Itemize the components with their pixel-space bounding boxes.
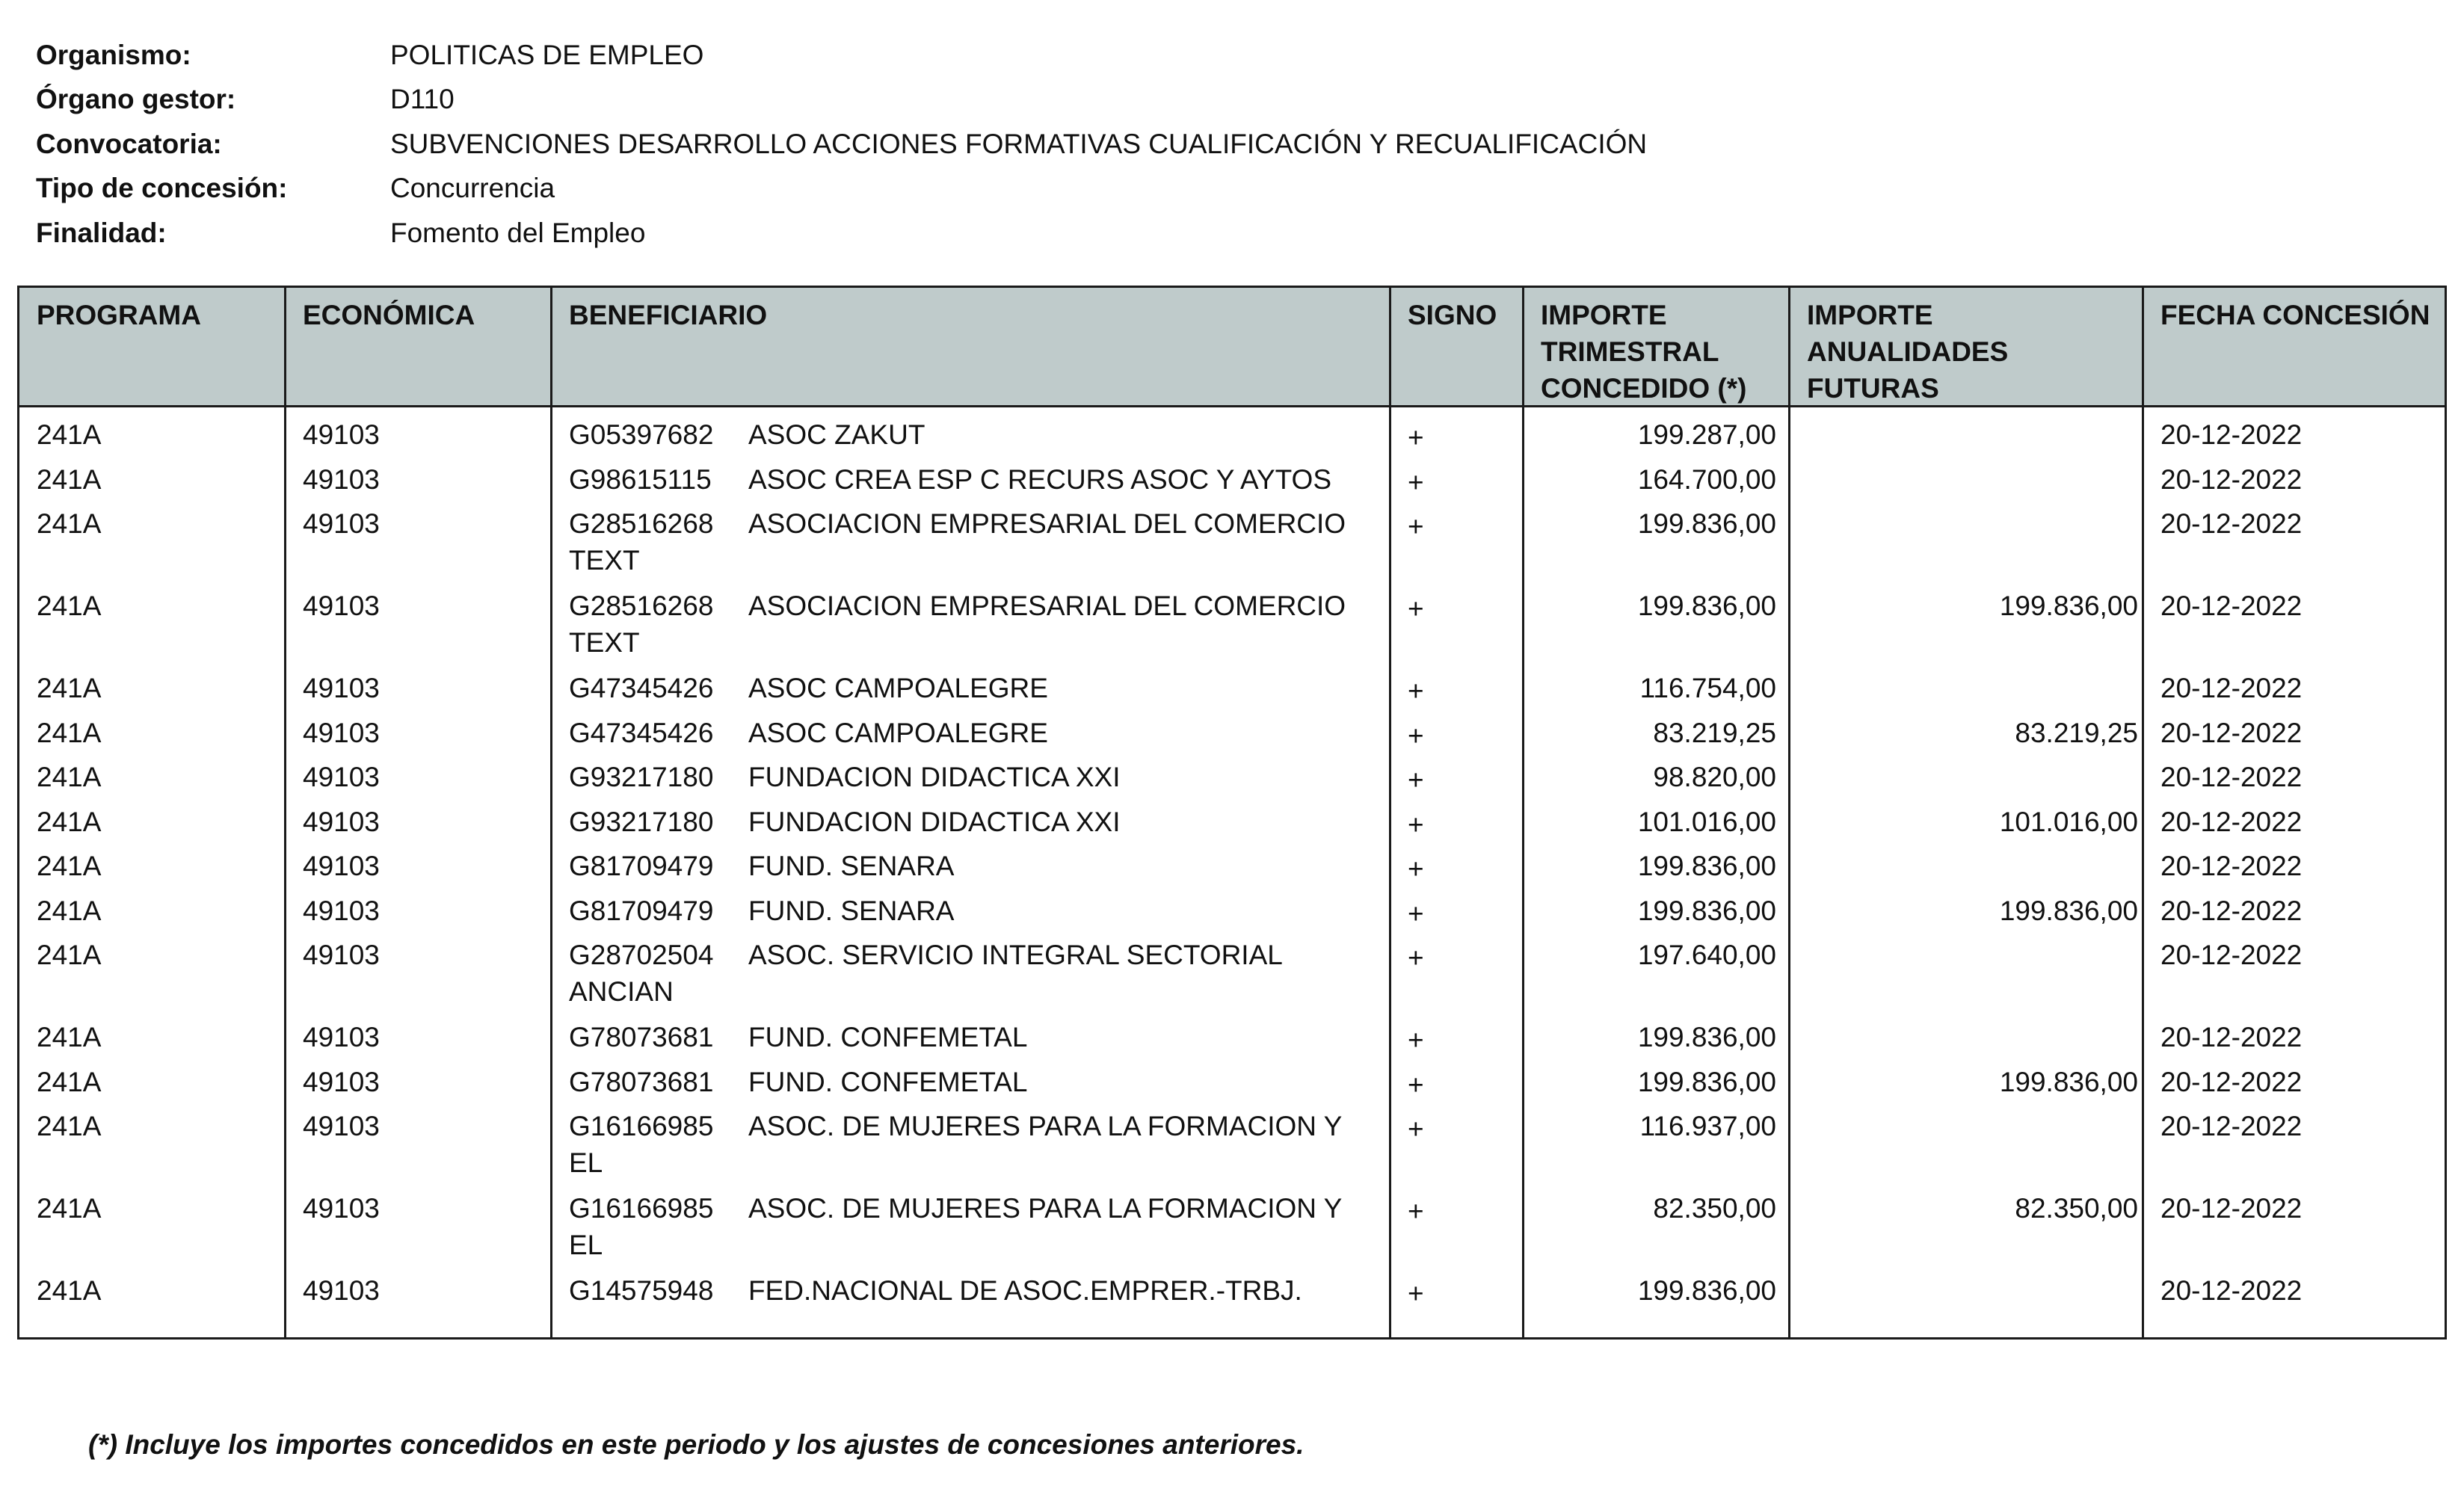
cell-signo: + (1408, 1069, 1424, 1100)
cell-importe-futuras: 101.016,00 (1999, 806, 2138, 837)
cell-importe-futuras: 199.836,00 (1999, 591, 2138, 621)
cell-fecha: 20-12-2022 (2160, 463, 2303, 495)
cell-fecha: 20-12-2022 (2160, 851, 2303, 881)
cell-importe-trimestral: 199.836,00 (1637, 1275, 1776, 1306)
table-row (19, 848, 2445, 893)
cell-fecha: 20-12-2022 (2160, 762, 2303, 792)
cell-economica: 49103 (303, 940, 380, 970)
cell-programa: 241A (37, 673, 102, 703)
organismo-label: Organismo: (36, 39, 191, 70)
cell-programa: 241A (37, 895, 102, 926)
cell-fecha: 20-12-2022 (2160, 1066, 2303, 1097)
table-body (19, 416, 2445, 1317)
header-row-organismo (36, 33, 1980, 78)
cell-importe-trimestral: 98.820,00 (1653, 762, 1776, 792)
cell-signo: + (1408, 854, 1424, 884)
cell-beneficiario (569, 416, 1376, 453)
convocatoria-label: Convocatoria: (36, 128, 222, 159)
beneficiary-nif: G81709479 (569, 895, 714, 926)
cell-programa: 241A (37, 1022, 102, 1052)
table-row (19, 1064, 2445, 1109)
cell-programa: 241A (37, 591, 102, 621)
cell-programa: 241A (37, 1275, 102, 1306)
column-header-programa: PROGRAMA (37, 300, 201, 330)
cell-signo: + (1408, 765, 1424, 795)
header-row-tipo (36, 167, 1980, 212)
cell-beneficiario (569, 759, 1376, 795)
organo-label: Órgano gestor: (36, 84, 236, 115)
cell-economica: 49103 (303, 1275, 380, 1306)
cell-importe-trimestral: 199.836,00 (1637, 895, 1776, 926)
cell-importe-trimestral: 164.700,00 (1637, 463, 1776, 495)
column-header-importe-trimestral: IMPORTE TRIMESTRAL CONCEDIDO (*) (1541, 300, 1747, 404)
beneficiary-name: FED.NACIONAL DE ASOC.EMPRER.-TRBJ. (748, 1275, 1302, 1306)
organo-value: D110 (390, 84, 455, 115)
cell-beneficiario (569, 461, 1376, 498)
header-row-convocatoria (36, 122, 1980, 167)
beneficiary-nif: G78073681 (569, 1066, 714, 1097)
beneficiary-nif: G28702504 (569, 940, 714, 970)
cell-programa: 241A (37, 762, 102, 792)
cell-importe-trimestral: 83.219,25 (1653, 717, 1776, 748)
cell-economica: 49103 (303, 419, 380, 450)
beneficiary-nif: G05397682 (569, 419, 714, 450)
cell-fecha: 20-12-2022 (2160, 673, 2303, 703)
beneficiary-nif: G47345426 (569, 717, 714, 748)
cell-fecha: 20-12-2022 (2160, 1275, 2303, 1306)
cell-signo: + (1408, 720, 1424, 751)
cell-fecha: 20-12-2022 (2160, 806, 2303, 837)
cell-economica: 49103 (303, 895, 380, 926)
beneficiary-nif: G98615115 (569, 463, 712, 495)
cell-signo: + (1408, 1025, 1424, 1055)
cell-importe-trimestral: 116.937,00 (1639, 1111, 1776, 1141)
cell-economica: 49103 (303, 591, 380, 621)
cell-beneficiario (569, 1064, 1376, 1100)
cell-programa: 241A (37, 508, 102, 539)
cell-fecha: 20-12-2022 (2160, 1111, 2303, 1141)
cell-importe-trimestral: 199.836,00 (1637, 851, 1776, 881)
table-row (19, 759, 2445, 804)
beneficiary-name: ASOCIACION EMPRESARIAL DEL COMERCIO TEXT (569, 508, 1346, 576)
table-row (19, 715, 2445, 759)
cell-fecha: 20-12-2022 (2160, 591, 2303, 621)
cell-economica: 49103 (303, 806, 380, 837)
table-row (19, 416, 2445, 461)
cell-importe-trimestral: 197.640,00 (1637, 940, 1776, 970)
header-block (36, 33, 1980, 256)
cell-fecha: 20-12-2022 (2160, 419, 2303, 450)
cell-economica: 49103 (303, 1111, 380, 1141)
cell-signo: + (1408, 943, 1424, 973)
cell-importe-trimestral: 199.836,00 (1637, 591, 1776, 621)
column-header-importe-futuras: IMPORTE ANUALIDADES FUTURAS (1807, 300, 2009, 404)
cell-importe-trimestral: 82.350,00 (1653, 1193, 1776, 1224)
cell-signo: + (1408, 676, 1424, 706)
beneficiary-name: ASOC ZAKUT (748, 419, 925, 450)
cell-beneficiario (569, 848, 1376, 884)
cell-beneficiario (569, 1272, 1376, 1309)
beneficiary-name: FUND. CONFEMETAL (748, 1066, 1028, 1097)
beneficiary-name: ASOCIACION EMPRESARIAL DEL COMERCIO TEXT (569, 591, 1346, 658)
cell-programa: 241A (37, 1111, 102, 1141)
beneficiary-name: FUND. SENARA (748, 851, 955, 881)
beneficiary-nif: G78073681 (569, 1022, 714, 1052)
beneficiary-nif: G14575948 (569, 1275, 714, 1306)
beneficiary-name: ASOC CAMPOALEGRE (748, 717, 1048, 748)
cell-economica: 49103 (303, 717, 380, 748)
column-header-economica: ECONÓMICA (303, 300, 475, 330)
cell-beneficiario (569, 588, 1376, 661)
cell-beneficiario (569, 1019, 1376, 1055)
cell-signo: + (1408, 1278, 1424, 1309)
cell-signo: + (1408, 809, 1424, 840)
beneficiary-nif: G81709479 (569, 851, 714, 881)
beneficiary-name: FUND. SENARA (748, 895, 955, 926)
header-row-organo (36, 78, 1980, 123)
beneficiary-nif: G28516268 (569, 508, 714, 539)
cell-programa: 241A (37, 806, 102, 837)
beneficiary-name: FUNDACION DIDACTICA XXI (748, 762, 1121, 792)
cell-programa: 241A (37, 717, 102, 748)
cell-beneficiario (569, 804, 1376, 840)
beneficiary-name: ASOC. DE MUJERES PARA LA FORMACION Y EL (569, 1111, 1342, 1178)
cell-importe-trimestral: 199.836,00 (1637, 1022, 1776, 1052)
cell-signo: + (1408, 1114, 1424, 1144)
cell-signo: + (1408, 466, 1424, 498)
table-row (19, 1190, 2445, 1272)
tipo-label: Tipo de concesión: (36, 173, 288, 204)
organismo-value: POLITICAS DE EMPLEO (390, 39, 704, 70)
cell-economica: 49103 (303, 1193, 380, 1224)
cell-signo: + (1408, 511, 1424, 542)
cell-beneficiario (569, 893, 1376, 929)
beneficiary-name: FUNDACION DIDACTICA XXI (748, 806, 1121, 837)
cell-beneficiario (569, 505, 1376, 579)
tipo-value: Concurrencia (390, 173, 555, 204)
cell-economica: 49103 (303, 463, 380, 495)
table-row (19, 893, 2445, 937)
cell-importe-trimestral: 199.287,00 (1637, 419, 1776, 450)
cell-importe-trimestral: 199.836,00 (1637, 508, 1776, 539)
cell-fecha: 20-12-2022 (2160, 1193, 2303, 1224)
table-row (19, 505, 2445, 588)
cell-beneficiario (569, 715, 1376, 751)
column-header-signo: SIGNO (1408, 300, 1497, 330)
table-row (19, 1108, 2445, 1190)
column-header-beneficiario: BENEFICIARIO (569, 300, 768, 330)
beneficiary-name: ASOC. DE MUJERES PARA LA FORMACION Y EL (569, 1193, 1342, 1260)
cell-fecha: 20-12-2022 (2160, 895, 2303, 926)
cell-beneficiario (569, 1190, 1376, 1263)
cell-programa: 241A (37, 851, 102, 881)
header-row-finalidad (36, 211, 1980, 256)
cell-fecha: 20-12-2022 (2160, 1022, 2303, 1052)
table-row (19, 1272, 2445, 1317)
cell-programa: 241A (37, 940, 102, 970)
cell-importe-futuras: 199.836,00 (1999, 895, 2138, 926)
cell-importe-trimestral: 199.836,00 (1637, 1066, 1776, 1097)
cell-fecha: 20-12-2022 (2160, 940, 2303, 970)
cell-fecha: 20-12-2022 (2160, 508, 2303, 539)
cell-programa: 241A (37, 463, 102, 495)
cell-importe-futuras: 82.350,00 (2015, 1193, 2138, 1224)
table-row (19, 804, 2445, 848)
beneficiary-name: ASOC CAMPOALEGRE (748, 673, 1048, 703)
cell-importe-trimestral: 101.016,00 (1637, 806, 1776, 837)
table-row (19, 1019, 2445, 1064)
cell-beneficiario (569, 1108, 1376, 1181)
cell-economica: 49103 (303, 508, 380, 539)
cell-signo: + (1408, 898, 1424, 929)
beneficiary-name: ASOC. SERVICIO INTEGRAL SECTORIAL ANCIAN (569, 940, 1282, 1007)
cell-programa: 241A (37, 1193, 102, 1224)
cell-signo: + (1408, 1196, 1424, 1227)
column-header-fecha: FECHA CONCESIÓN (2160, 300, 2430, 330)
finalidad-value: Fomento del Empleo (390, 217, 646, 248)
cell-fecha: 20-12-2022 (2160, 717, 2303, 748)
cell-importe-trimestral: 116.754,00 (1639, 673, 1776, 703)
beneficiary-nif: G28516268 (569, 591, 714, 621)
convocatoria-value: SUBVENCIONES DESARROLLO ACCIONES FORMATIVAS CUALIFICACIÓN Y RECUALIFICACIÓN (390, 128, 1648, 159)
beneficiary-nif: G47345426 (569, 673, 714, 703)
beneficiary-nif: G93217180 (569, 762, 714, 792)
cell-beneficiario (569, 937, 1376, 1010)
cell-importe-futuras: 199.836,00 (1999, 1066, 2138, 1097)
cell-programa: 241A (37, 1066, 102, 1097)
table-row (19, 461, 2445, 506)
cell-signo: + (1408, 422, 1424, 453)
grants-table (17, 286, 2447, 1340)
footnote: (*) Incluye los importes concedidos en este periodo y los ajustes de concesiones anteriores. (88, 1429, 1305, 1460)
beneficiary-nif: G16166985 (569, 1193, 714, 1224)
cell-programa: 241A (37, 419, 102, 450)
table-header (19, 288, 2445, 407)
table-row (19, 670, 2445, 715)
cell-economica: 49103 (303, 673, 380, 703)
beneficiary-nif: G93217180 (569, 806, 714, 837)
beneficiary-name: ASOC CREA ESP C RECURS ASOC Y AYTOS (748, 463, 1332, 495)
cell-economica: 49103 (303, 851, 380, 881)
finalidad-label: Finalidad: (36, 217, 167, 248)
table-row (19, 588, 2445, 670)
cell-economica: 49103 (303, 1066, 380, 1097)
cell-beneficiario (569, 670, 1376, 706)
cell-economica: 49103 (303, 762, 380, 792)
cell-economica: 49103 (303, 1022, 380, 1052)
cell-signo: + (1408, 594, 1424, 624)
table-row (19, 937, 2445, 1019)
cell-importe-futuras: 83.219,25 (2015, 717, 2138, 748)
beneficiary-nif: G16166985 (569, 1111, 714, 1141)
beneficiary-name: FUND. CONFEMETAL (748, 1022, 1028, 1052)
